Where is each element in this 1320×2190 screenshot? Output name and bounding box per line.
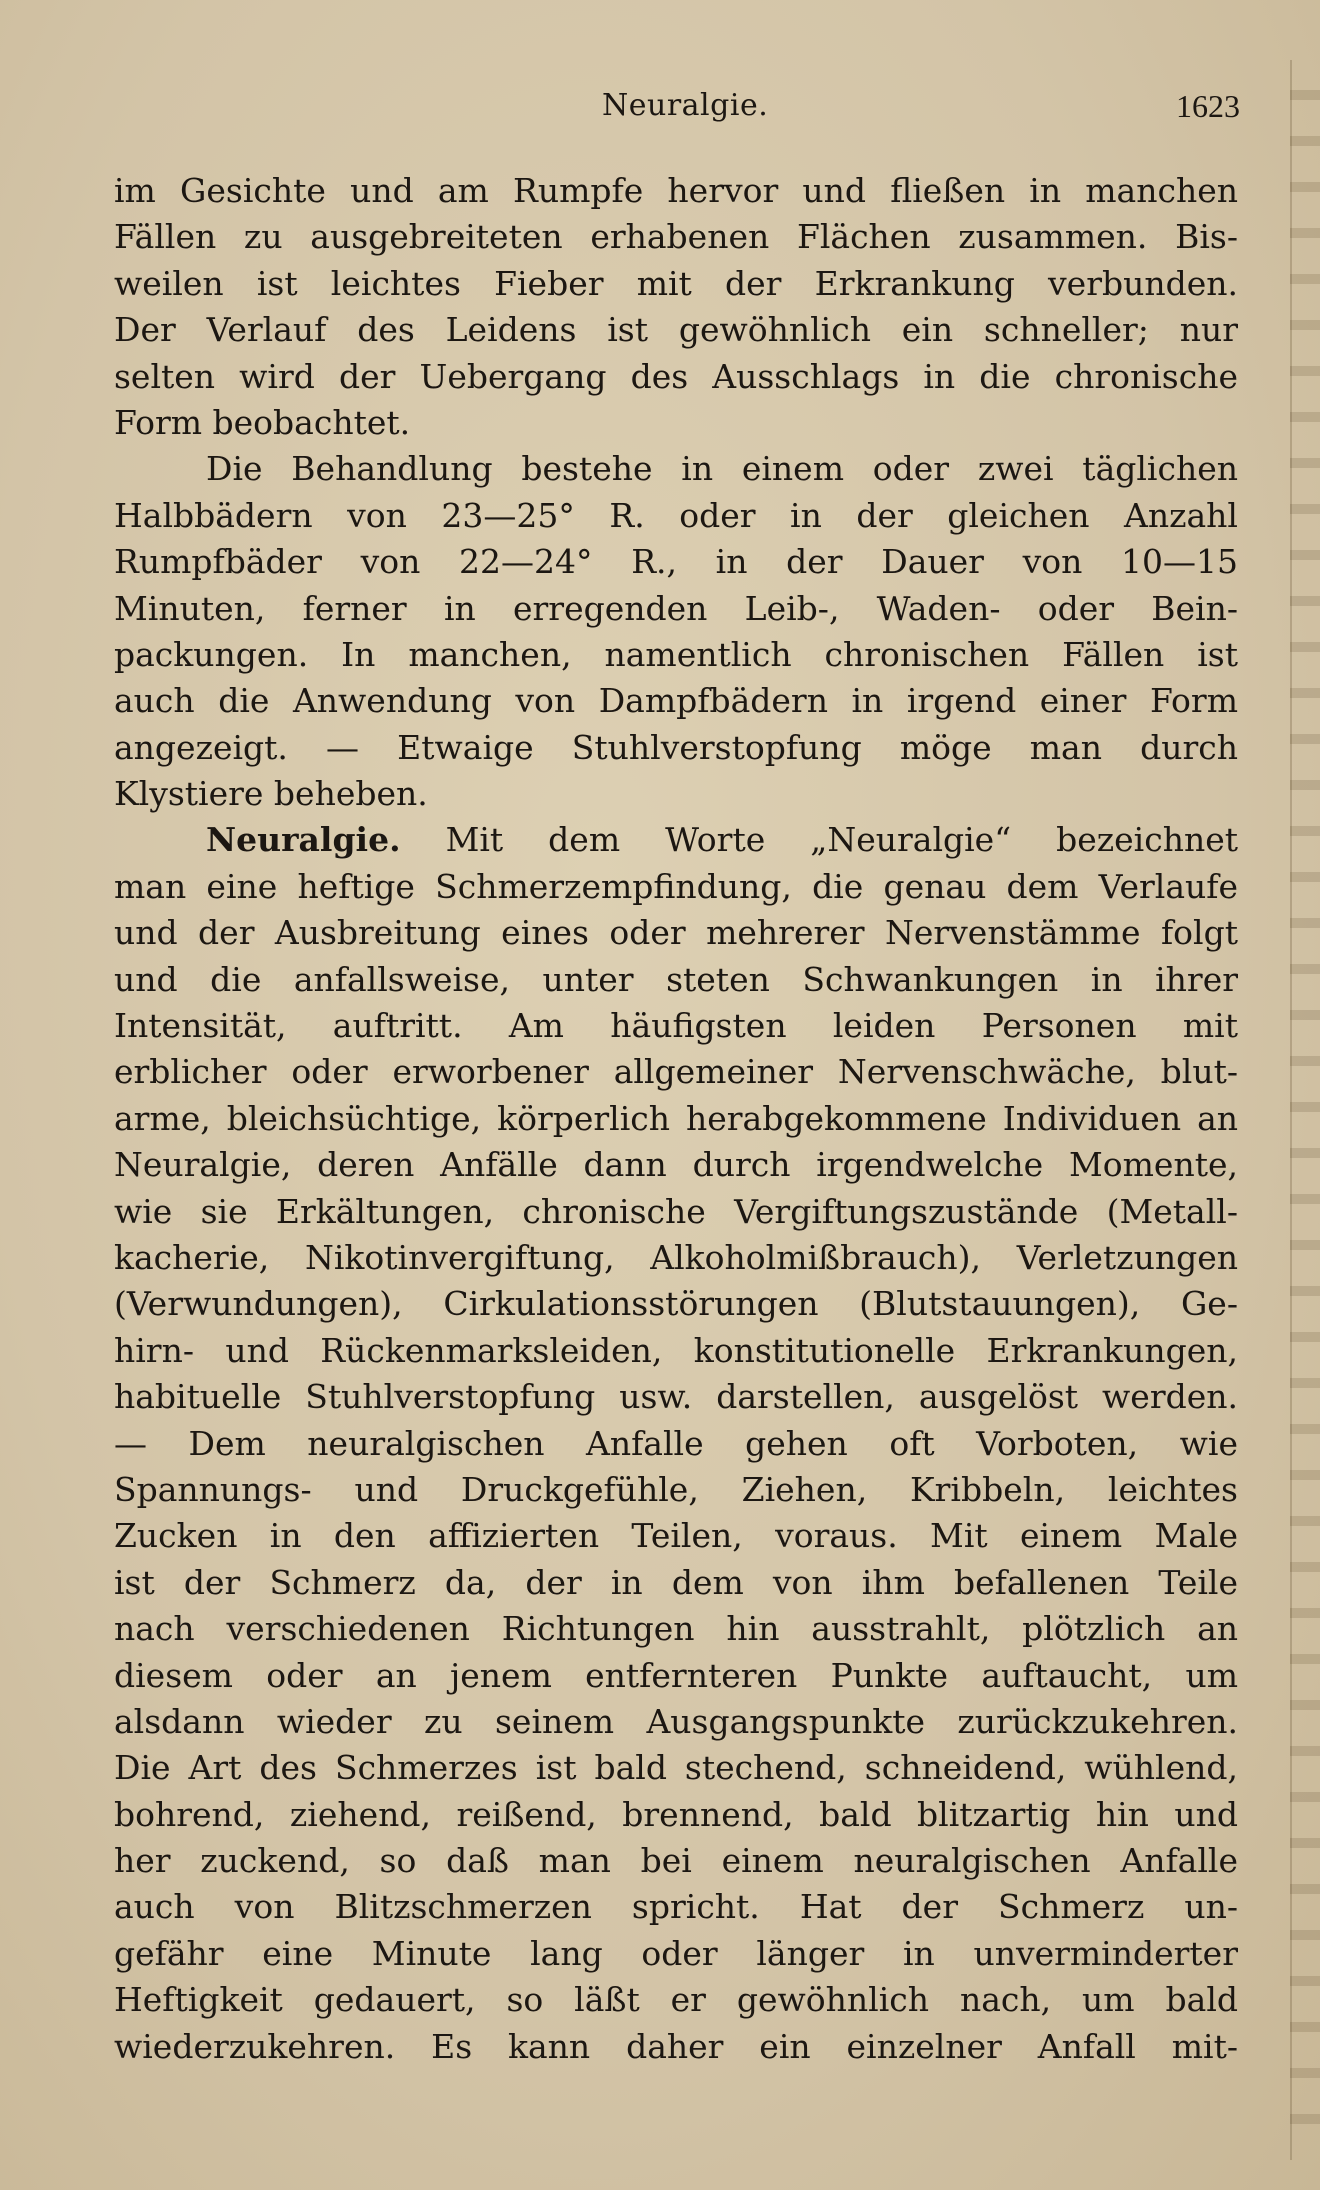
text-line: Minuten, ferner in erregenden Leib-, Waden- oder Bein- xyxy=(114,588,1238,628)
text-line: Intensität, auftritt. Am häufigsten leiden Personen mit xyxy=(114,1006,1238,1046)
facing-page-bleed xyxy=(1290,60,1320,2160)
running-head: Neuralgie. xyxy=(602,88,769,123)
text-line: kacherie, Nikotinvergiftung, Alkoholmißbrauch), Verletzungen xyxy=(114,1237,1238,1277)
text-line xyxy=(114,817,1238,863)
text-line: selten wird der Uebergang des Ausschlags in die chronische xyxy=(114,356,1238,396)
text-line: Heftigkeit gedauert, so läßt er gewöhnlich nach, um bald xyxy=(114,1980,1238,2020)
text-line: — Dem neuralgischen Anfalle gehen oft Vorboten, wie xyxy=(114,1423,1238,1463)
text-line: man eine heftige Schmerzempfindung, die genau dem Verlaufe xyxy=(114,866,1238,906)
text-line: weilen ist leichtes Fieber mit der Erkrankung verbunden. xyxy=(114,263,1238,303)
text-line-rest: Mit dem Worte „Neuralgie“ bezeichnet xyxy=(445,820,1238,860)
text-line: wiederzukehren. Es kann daher ein einzelner Anfall mit- xyxy=(114,2026,1238,2066)
text-line: alsdann wieder zu seinem Ausgangspunkte zurückzukehren. xyxy=(114,1701,1238,1741)
page-header xyxy=(112,88,1240,134)
text-line: (Verwundungen), Cirkulationsstörungen (Blutstauungen), Ge- xyxy=(114,1284,1238,1324)
text-line: Form beobachtet. xyxy=(114,402,411,442)
text-line: Die Art des Schmerzes ist bald stechend, schneidend, wühlend, xyxy=(114,1748,1238,1788)
text-line: habituelle Stuhlverstopfung usw. darstellen, ausgelöst werden. xyxy=(114,1377,1238,1417)
text-line: bohrend, ziehend, reißend, brennend, bald blitzartig hin und xyxy=(114,1794,1238,1834)
text-line: ist der Schmerz da, der in dem von ihm befallenen Teile xyxy=(114,1562,1238,1602)
body-text xyxy=(114,168,1238,2070)
text-line: nach verschiedenen Richtungen hin ausstrahlt, plötzlich an xyxy=(114,1609,1238,1649)
text-line: angezeigt. — Etwaige Stuhlverstopfung möge man durch xyxy=(114,727,1238,767)
text-line: Zucken in den affizierten Teilen, voraus. Mit einem Male xyxy=(114,1516,1238,1556)
text-line: packungen. In manchen, namentlich chronischen Fällen ist xyxy=(114,634,1238,674)
text-line: auch die Anwendung von Dampfbädern in irgend einer Form xyxy=(114,681,1238,721)
text-line: Spannungs- und Druckgefühle, Ziehen, Kribbeln, leichtes xyxy=(114,1469,1238,1509)
text-line: und die anfallsweise, unter steten Schwankungen in ihrer xyxy=(114,959,1238,999)
text-line: hirn- und Rückenmarksleiden, konstitutionelle Erkrankungen, xyxy=(114,1330,1238,1370)
text-line: Rumpfbäder von 22—24° R., in der Dauer von 10—15 xyxy=(114,542,1238,582)
text-line: Klystiere beheben. xyxy=(114,774,428,814)
text-line: wie sie Erkältungen, chronische Vergiftungszustände (Metall- xyxy=(114,1191,1238,1231)
section-term: Neuralgie. xyxy=(206,820,401,860)
text-line: arme, bleichsüchtige, körperlich herabgekommene Individuen an xyxy=(114,1098,1238,1138)
text-line: und der Ausbreitung eines oder mehrerer Nervenstämme folgt xyxy=(114,913,1238,953)
text-line: erblicher oder erworbener allgemeiner Nervenschwäche, blut- xyxy=(114,1052,1238,1092)
page-number: 1623 xyxy=(1176,88,1240,124)
text-line: her zuckend, so daß man bei einem neuralgischen Anfalle xyxy=(114,1841,1238,1881)
text-line: auch von Blitzschmerzen spricht. Hat der Schmerz un- xyxy=(114,1887,1238,1927)
text-line: Halbbädern von 23—25° R. oder in der gleichen Anzahl xyxy=(114,495,1238,535)
text-line: Neuralgie, deren Anfälle dann durch irgendwelche Momente, xyxy=(114,1145,1238,1185)
text-line: Fällen zu ausgebreiteten erhabenen Flächen zusammen. Bis- xyxy=(114,217,1238,257)
text-line: diesem oder an jenem entfernteren Punkte auftaucht, um xyxy=(114,1655,1238,1695)
text-line: Die Behandlung bestehe in einem oder zwei täglichen xyxy=(206,449,1238,489)
text-line: gefähr eine Minute lang oder länger in unverminderter xyxy=(114,1933,1238,1973)
text-line: im Gesichte und am Rumpfe hervor und fließen in manchen xyxy=(114,171,1238,210)
text-line: Der Verlauf des Leidens ist gewöhnlich ein schneller; nur xyxy=(114,310,1238,350)
